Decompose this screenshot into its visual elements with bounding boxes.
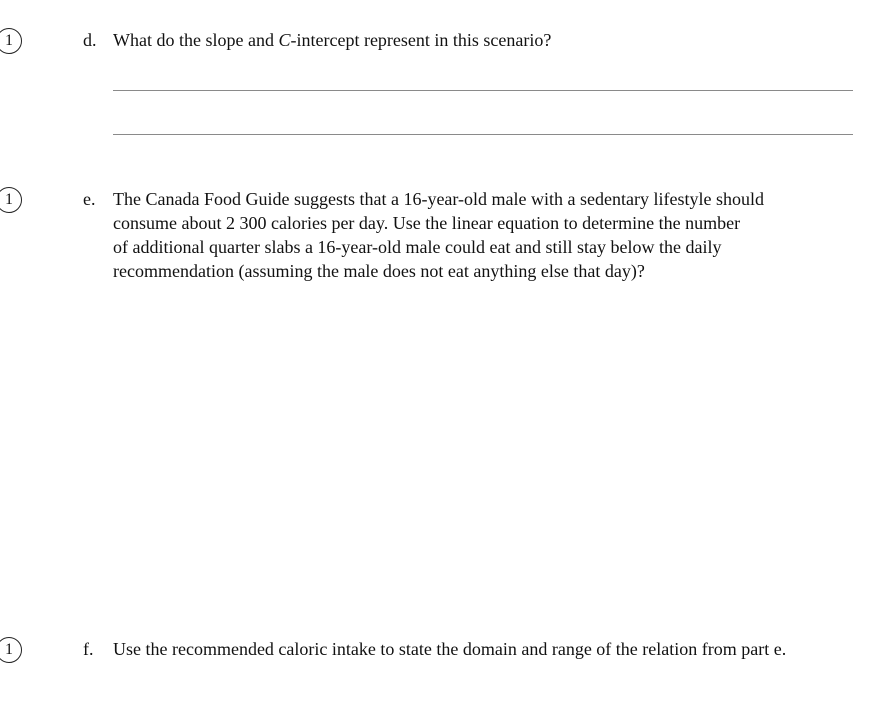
answer-line-1[interactable] (113, 90, 853, 91)
question-d-text-part1: What do the slope and (113, 30, 279, 50)
question-d-italic-variable: C (278, 30, 291, 50)
answer-line-2[interactable] (113, 134, 853, 135)
mark-value: 1 (5, 191, 13, 208)
mark-value-badge-f (0, 637, 22, 663)
question-e-line-4: recommendation (assuming the male does not eat anything else that day)? (113, 261, 645, 281)
question-e-line-2: consume about 2 300 calories per day. Use the linear equation to determine the number (113, 213, 741, 233)
mark-value: 1 (5, 32, 13, 49)
question-f-label: f. (83, 639, 94, 659)
question-d-text-part2: -intercept represent in this scenario? (290, 30, 552, 50)
question-e-text (113, 187, 764, 283)
question-e-line-1: The Canada Food Guide suggests that a 16-year-old male with a sedentary lifestyle should (113, 189, 764, 209)
question-d-label: d. (83, 30, 97, 50)
question-d-text (113, 28, 551, 52)
mark-value: 1 (5, 641, 13, 658)
question-e-line-3: of additional quarter slabs a 16-year-old male could eat and still stay below the daily (113, 237, 722, 257)
question-f-text: Use the recommended caloric intake to state the domain and range of the relation from part e. (113, 639, 787, 659)
question-e-label: e. (83, 189, 96, 209)
mark-value-badge-e (0, 187, 22, 213)
mark-value-badge-d (0, 28, 22, 54)
